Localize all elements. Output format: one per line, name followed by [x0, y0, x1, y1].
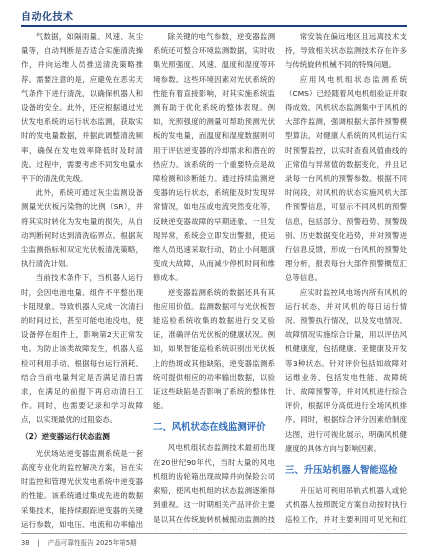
- journal-name: 产品可靠性报告 2025年第5期: [47, 539, 137, 547]
- paragraph: 气数据，如隔雨量、风速、灰尘量等，自动判断是否适合实施清洗操作，并向运维人员推送清洗策略推荐。需要注意的是，应避免在恶劣天气条件下进行清洗，以确保机器人和设备的安全。此外，还应根据通过光伏发电系统的运行状态监测，获取实时的发电量数据，并据此调整清洗频率，确保在发电效率降低时及时清洗。过程中，需要考虑不同发电量水平下的清洗优先级。: [21, 32, 143, 184]
- section-title: 自动化技术: [21, 12, 74, 23]
- column-1: [21, 30, 143, 530]
- paragraph: 除关键的电气参数，逆变器监测系统还可整合环境监测数据，实时收集光照强度、风速、温度和湿度等环境参数。这些环境因素对光伏系统的性能有着直接影响，对其实施系统监测有助于优化系统的整体表现。例如，光照强度的测量可帮助预测光伏板的发电量，而温度和湿度数据则可用于评估逆变器的冷却需求和潜在的热应力。该系统的一个重要特点是故障检测和诊断能力。通过持续监测逆变器的运行状态，系统能及时发现异常情况，如电压或电流突然变化等，反映逆变器故障的早期迹象。一旦发现异常，系统会立即发出警报，使运维人员迅速采取行动，防止小问题演变成大故障，从而减少停机时间和维修成本。: [153, 32, 275, 283]
- section-heading-substation: 三、升压站机器人智能巡检: [285, 465, 398, 477]
- footer-separator: |: [37, 539, 40, 547]
- header-rule: [21, 25, 407, 27]
- paragraph: 应实时监控风电场内所有风机的运行状态，并对风机的每日运行情况、预警执行情况，以及发电情况、故障情况实施综合计量，用以评估风机健康度，包括健康、亚健康及开发等3种状态。针对评价包括如故障对运维业务、包括发电性能、故障统计、故障预警等，并对风机进行综合评价，根据评分高低进行全场风机排序。同时，根据综合评分因素给制度达图，进行可视化展示，明确风机健康度的具体方向与影响因素。: [285, 287, 407, 453]
- paragraph: 常安装在偏远地区且远离技术支持，导致相关状态监测技术存在许多与传统旋转机械不同的特殊问题。: [285, 32, 407, 70]
- subheading-inverter: （2）逆变器运行状态监测: [21, 431, 110, 441]
- paragraph: 应用风电机组状态监测系统（CMS）已经随着风电机组验证并取得成效。风机状态监测集中于风机的大部件监测，强调根据大部件预警模型算法，对健康人系统的风机运行实时预警监控，以实时查看风值曲线的正常值与异常值的数据变化，并且记录每一台风机的预警参数。根据不同时间段，对风机的状态实施风机大部件预警信息，可显示不同风机的预警信息，包括部分、预警趋势、预警级别、历史数据变化趋势，并对预警进行信息反馈，形成一台风机的预警处理分析，报表每台大部件预警概览汇总等信息。: [285, 74, 407, 283]
- column-2: [153, 30, 275, 530]
- paragraph: 光伏场站逆变器监测系统是一套高度专业化的监控解决方案，旨在实时监控和管理光伏发电系统中逆变器的性能。该系统通过集成先进的数据采集技术，能持续跟踪逆变器的关键运行参数，如电压、电流和功率输出: [21, 448, 143, 529]
- column-3: [285, 30, 407, 530]
- paragraph: 此外，系统可通过灰尘监测设备测量光伏板污染物的比例（SR），并将其实时转化为发电量的损失，从自动判断何时达到清洗临界点。根据灰尘监测指标和双定光伏板清洗策略，执行清洗计划。: [21, 188, 143, 269]
- paragraph: 升压站可利用吊轨式机器人或轮式机器人按照既定方案自动按时执行巡检工作，并对主要利用可见光和红: [285, 486, 407, 524]
- page-header: [21, 8, 407, 24]
- article-body: [21, 30, 407, 530]
- paragraph: 当前技术条件下，当机器人运行时，会因电池电量、组件不平整出现卡阻现象。导致机器人完成一次清扫的时间过长，甚至可能电池没电，使设备停在组件上，影响第2天正常发电。为防止该类故障发生，机器人巡检可利用手动、根据每台运行消耗、结合当前电量判定是否满足清扫需求，在满足的前提下再启动清扫工作。同时，也需要记录和学习故障点，以实现最优的过阻姿态。: [21, 273, 143, 425]
- paragraph: 逆变器监测系统的数据还具有其他应用价值。监测数据可与光伏板智能巡检系统收集的数据进行交叉验证，准确评估光伏板的健康状况。例如，如果智能巡检系统识别出光伏板上的热斑或其他缺陷，逆变器监测系统可提供相应的功率输出数据，以验证这些缺陷是否影响了系统的整体性能。: [153, 287, 275, 411]
- section-heading-wind: 二、风机状态在线监测评价: [153, 422, 266, 434]
- footer-rule: [21, 533, 407, 534]
- page-number: 38: [21, 539, 30, 547]
- page-footer: [21, 536, 407, 550]
- paragraph: 风电机组状态监测技术最初出现在20世纪90年代，当时大量的风电机组的齿轮箱出现故障并向保险公司索赔，使风电机组的状态监测逐渐得到重视。这一时期相关产品评价主要是以其在传统旋转机械振动监测的技: [153, 443, 275, 524]
